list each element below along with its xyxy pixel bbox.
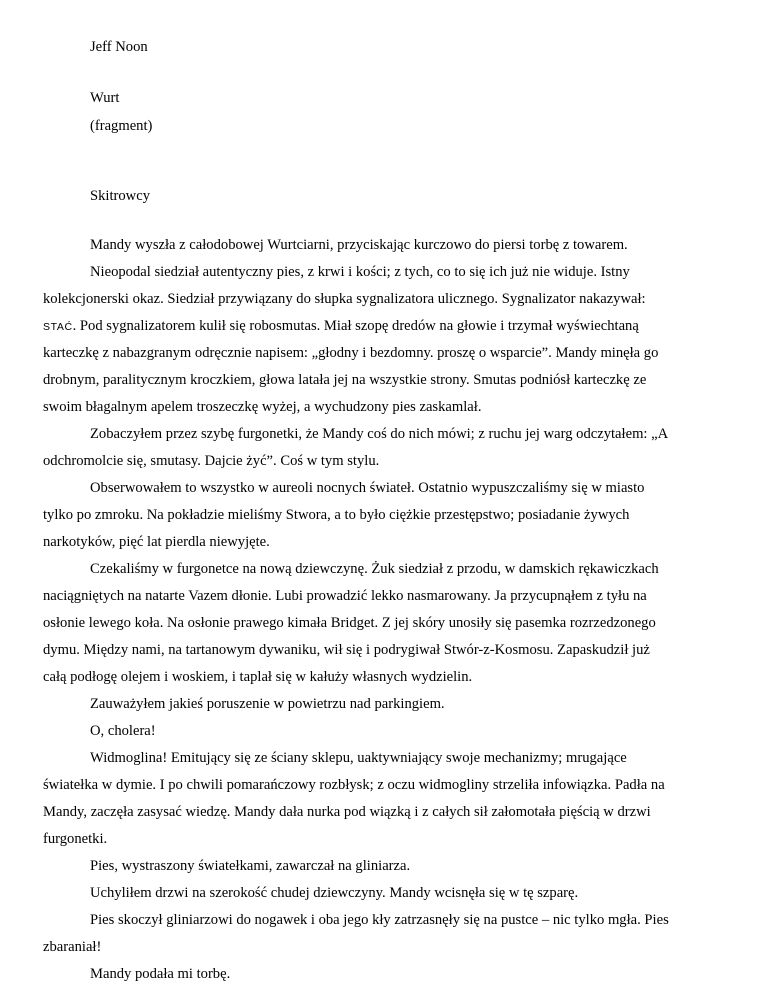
paragraph-2-line-1: Nieopodal siedział autentyczny pies, z krwi i kości; z tych, co to się ich już nie widuje. Istny <box>90 264 630 280</box>
paragraph-8-line-4: furgonetki. <box>43 831 108 847</box>
chapter-title: Skitrowcy <box>90 188 150 204</box>
paragraph-6-line-1: Zauważyłem jakieś poruszenie w powietrzu nad parkingiem. <box>90 696 445 712</box>
paragraph-4-line-1: Obserwowałem to wszystko w aureoli nocnych świateł. Ostatnio wypuszczaliśmy się w miasto <box>90 480 645 496</box>
paragraph-1-line-1: Mandy wyszła z całodobowej Wurtciarni, przyciskając kurczowo do piersi torbę z towarem. <box>90 237 628 253</box>
paragraph-2-line-4: karteczkę z nabazgranym odręcznie napisem: „głodny i bezdomny. proszę o wsparcie”. Mandy minęła go <box>43 345 659 361</box>
paragraph-3-line-1: Zobaczyłem przez szybę furgonetki, że Mandy coś do nich mówi; z ruchu jej warg odczytałem: „A <box>90 426 669 442</box>
paragraph-12-line-1: Mandy podała mi torbę. <box>90 966 231 982</box>
paragraph-8-line-2: światełka w dymie. I po chwili pomarańczowy rozbłysk; z oczu widmogliny strzeliła infowiązka. Padła na <box>43 777 665 793</box>
author-name: Jeff Noon <box>90 39 148 55</box>
paragraph-10-line-1: Uchyliłem drzwi na szerokość chudej dziewczyny. Mandy wcisnęła się w tę szparę. <box>90 885 579 901</box>
paragraph-2-line-3 <box>43 317 639 336</box>
paragraph-7-line-1: O, cholera! <box>90 723 156 739</box>
traffic-sign-text: STAĆ <box>43 321 73 333</box>
paragraph-4-line-3: narkotyków, pięć lat pierdla niewyjęte. <box>43 534 270 550</box>
paragraph-4-line-2: tylko po zmroku. Na pokładzie mieliśmy Stwora, a to było ciężkie przestępstwo; posiadanie żywych <box>43 507 630 523</box>
book-title: Wurt <box>90 90 120 106</box>
paragraph-5-line-1: Czekaliśmy w furgonetce na nową dziewczynę. Żuk siedział z przodu, w damskich rękawiczkach <box>90 561 659 577</box>
paragraph-5-line-4: dymu. Między nami, na tartanowym dywaniku, wił się i podrygiwał Stwór-z-Kosmosu. Zapaskudził już <box>43 642 650 658</box>
paragraph-11-line-1: Pies skoczył gliniarzowi do nogawek i oba jego kły zatrzasnęły się na pustce – nic tylko mgła. Pies <box>90 912 669 928</box>
paragraph-3-line-2: odchromolcie się, smutasy. Dajcie żyć”. Coś w tym stylu. <box>43 453 380 469</box>
paragraph-5-line-3: osłonie lewego koła. Na osłonie prawego kimała Bridget. Z jej skóry unosiły się pasemka rozrzedzonego <box>43 615 656 631</box>
paragraph-9-line-1: Pies, wystraszony światełkami, zawarczał na gliniarza. <box>90 858 411 874</box>
book-subtitle: (fragment) <box>90 118 153 134</box>
paragraph-11-line-2: zbaraniał! <box>43 939 102 955</box>
paragraph-5-line-5: całą podłogę olejem i woskiem, i taplał się w kałuży własnych wydzielin. <box>43 669 473 685</box>
paragraph-8-line-3: Mandy, zaczęła zasysać wiedzę. Mandy dała nurka pod wiązką i z całych sił załomotała pięścią w drzwi <box>43 804 651 820</box>
paragraph-2-line-6: swoim błagalnym apelem troszeczkę wyżej, a wychudzony pies zaskamlał. <box>43 399 482 415</box>
paragraph-5-line-2: naciągniętych na natarte Vazem dłonie. Lubi prowadzić lekko nasmarowany. Ja przycupnąłem z tyłu na <box>43 588 647 604</box>
paragraph-2-line-2: kolekcjonerski okaz. Siedział przywiązany do słupka sygnalizatora ulicznego. Sygnalizator nakazywał: <box>43 291 646 307</box>
paragraph-2-line-3-rest: . Pod sygnalizatorem kulił się robosmutas. Miał szopę dredów na głowie i trzymał wyświechtaną <box>72 318 639 334</box>
paragraph-8-line-1: Widmoglina! Emitujący się ze ściany sklepu, uaktywniający swoje mechanizmy; mrugające <box>90 750 627 766</box>
paragraph-2-line-5: drobnym, paralitycznym kroczkiem, głowa latała jej na wszystkie strony. Smutas podniósł karteczkę ze <box>43 372 647 388</box>
